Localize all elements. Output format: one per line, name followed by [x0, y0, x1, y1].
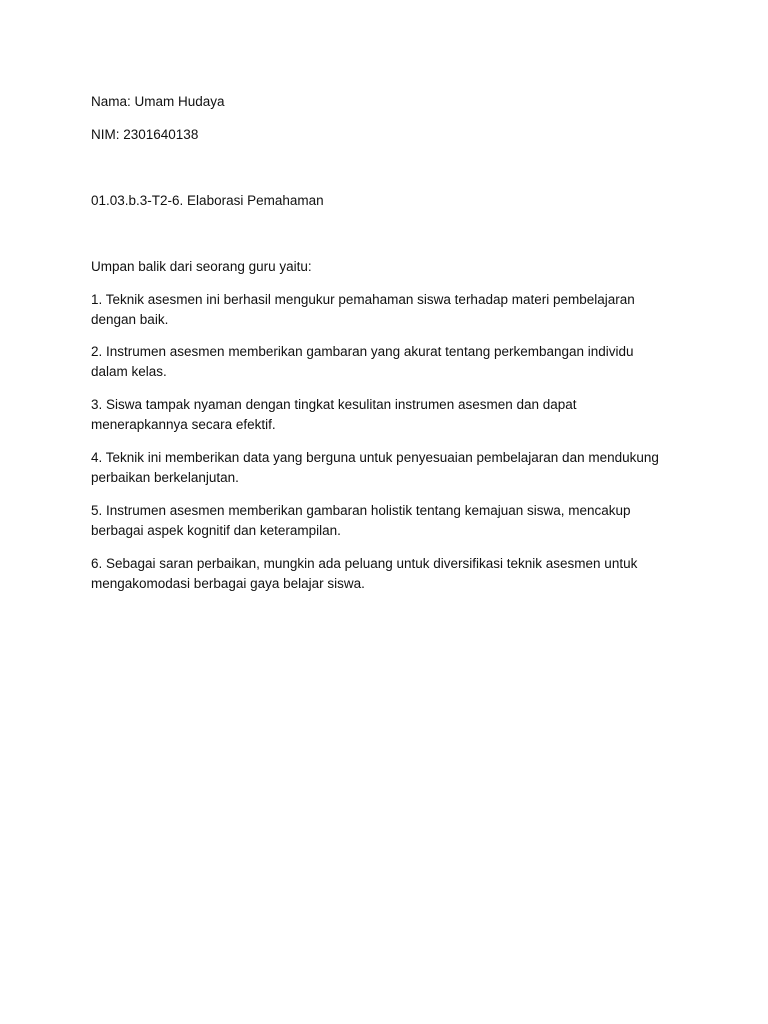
feedback-item-3: [91, 395, 681, 435]
feedback-item-4-line-2: perbaikan berkelanjutan.: [91, 470, 239, 485]
feedback-item-2: [91, 342, 681, 382]
feedback-item-2-line-2: dalam kelas.: [91, 364, 167, 379]
feedback-item-1-line-1: 1. Teknik asesmen ini berhasil mengukur pemahaman siswa terhadap materi pembelajaran: [91, 292, 635, 307]
feedback-item-3-line-1: 3. Siswa tampak nyaman dengan tingkat kesulitan instrumen asesmen dan dapat: [91, 397, 577, 412]
feedback-item-3-line-2: menerapkannya secara efektif.: [91, 417, 276, 432]
feedback-intro: Umpan balik dari seorang guru yaitu:: [91, 259, 312, 274]
student-name: Nama: Umam Hudaya: [91, 94, 225, 109]
assignment-title: 01.03.b.3-T2-6. Elaborasi Pemahaman: [91, 193, 324, 208]
feedback-item-2-line-1: 2. Instrumen asesmen memberikan gambaran yang akurat tentang perkembangan individu: [91, 344, 634, 359]
feedback-item-1-line-2: dengan baik.: [91, 312, 169, 327]
student-nim: NIM: 2301640138: [91, 127, 199, 142]
feedback-item-6-line-2: mengakomodasi berbagai gaya belajar siswa.: [91, 576, 365, 591]
feedback-item-5-line-1: 5. Instrumen asesmen memberikan gambaran holistik tentang kemajuan siswa, mencakup: [91, 503, 631, 518]
feedback-item-4-line-1: 4. Teknik ini memberikan data yang berguna untuk penyesuaian pembelajaran dan mendukung: [91, 450, 659, 465]
feedback-item-4: [91, 448, 681, 488]
feedback-item-5-line-2: berbagai aspek kognitif dan keterampilan.: [91, 523, 341, 538]
feedback-item-6-line-1: 6. Sebagai saran perbaikan, mungkin ada peluang untuk diversifikasi teknik asesmen untuk: [91, 556, 638, 571]
feedback-item-5: [91, 501, 681, 541]
feedback-item-6: [91, 554, 681, 594]
feedback-item-1: [91, 290, 681, 330]
